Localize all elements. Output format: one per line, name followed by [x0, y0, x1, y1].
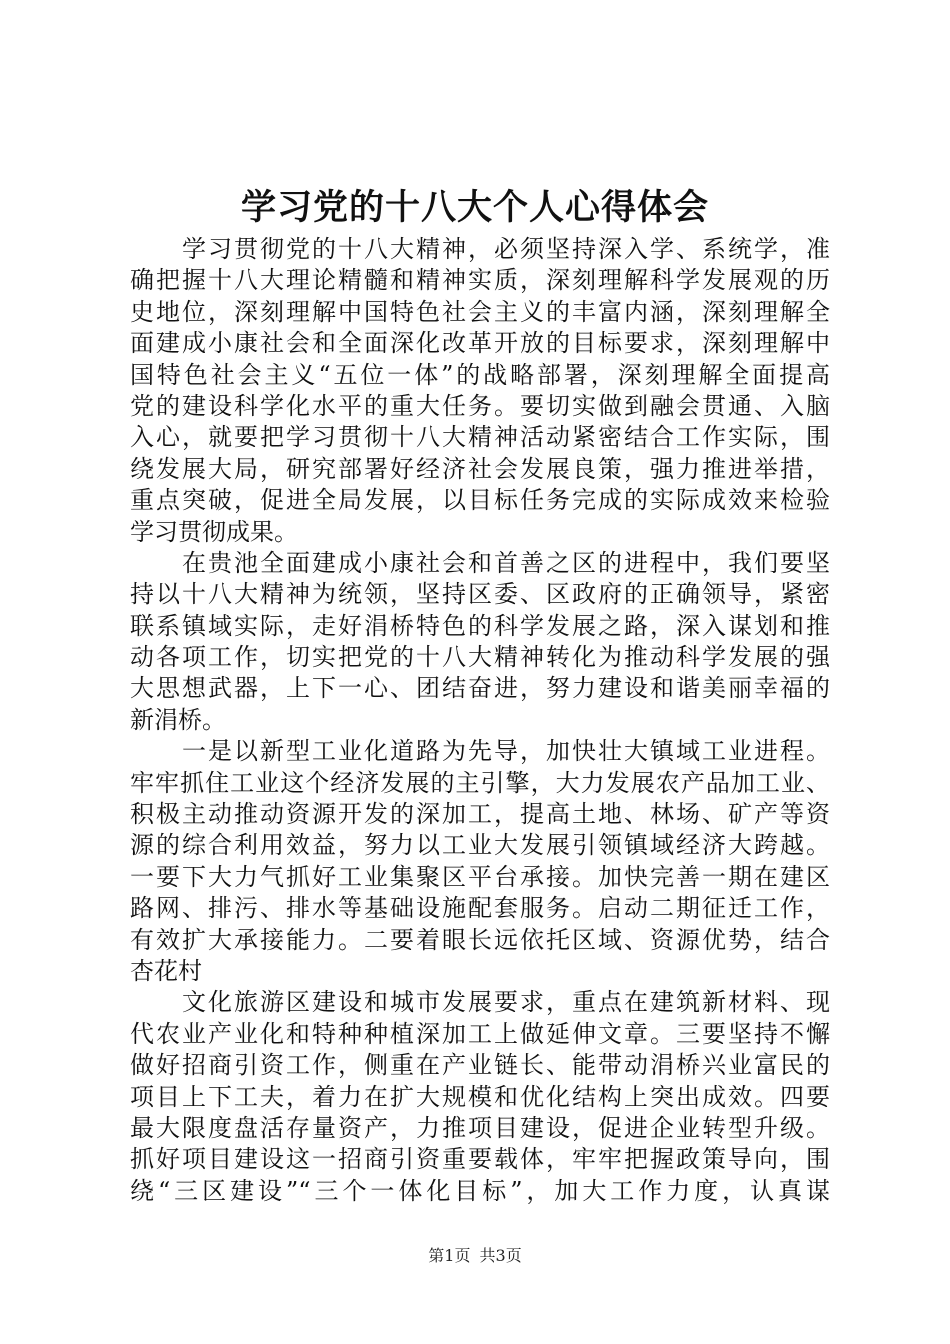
text-line: 史地位，深刻理解中国特色社会主义的丰富内涵，深刻理解全 [130, 297, 830, 326]
text-line: 大思想武器，上下一心、团结奋进，努力建设和谐美丽幸福的 [130, 674, 830, 703]
text-line: 杏花村 [130, 956, 202, 985]
text-line: 在贵池全面建成小康社会和首善之区的进程中，我们要坚 [130, 548, 830, 577]
text-line: 代农业产业化和特种种植深加工上做延伸文章。三要坚持不懈 [130, 1019, 830, 1048]
text-line: 绕发展大局，研究部署好经济社会发展良策，强力推进举措， [130, 454, 830, 483]
page-number: 第1页 [428, 1246, 471, 1265]
text-line: 路网、排污、排水等基础设施配套服务。启动二期征迁工作， [130, 894, 830, 923]
text-line: 积极主动推动资源开发的深加工，提高土地、林场、矿产等资 [130, 800, 830, 829]
text-line: 学习贯彻党的十八大精神，必须坚持深入学、系统学，准 [130, 235, 830, 263]
text-line: 持以十八大精神为统领，坚持区委、区政府的正确领导，紧密 [130, 580, 830, 609]
page-footer [0, 1244, 950, 1268]
text-line: 动各项工作，切实把党的十八大精神转化为推动科学发展的强 [130, 643, 830, 672]
document-title: 学习党的十八大个人心得体会 [240, 188, 709, 228]
text-line: 一要下大力气抓好工业集聚区平台承接。加快完善一期在建区 [130, 862, 830, 891]
text-line: 党的建设科学化水平的重大任务。要切实做到融会贯通、入脑 [130, 391, 830, 420]
text-line: 源的综合利用效益，努力以工业大发展引领镇域经济大跨越。 [130, 831, 830, 860]
text-line: 一是以新型工业化道路为先导，加快壮大镇域工业进程。 [130, 737, 830, 766]
text-line: 有效扩大承接能力。二要着眼长远依托区域、资源优势，结合 [130, 925, 830, 954]
text-line: 做好招商引资工作，侧重在产业链长、能带动涓桥兴业富民的 [130, 1051, 830, 1080]
text-line: 入心，就要把学习贯彻十八大精神活动紧密结合工作实际，围 [130, 423, 830, 452]
text-line: 确把握十八大理论精髓和精神实质，深刻理解科学发展观的历 [130, 266, 830, 295]
text-line: 最大限度盘活存量资产，力推项目建设，促进企业转型升级。 [130, 1113, 830, 1142]
text-line: 项目上下工夫，着力在扩大规模和优化结构上突出成效。四要 [130, 1082, 830, 1111]
text-line: 新涓桥。 [130, 705, 226, 734]
document-body [130, 234, 830, 1207]
text-line: 联系镇域实际，走好涓桥特色的科学发展之路，深入谋划和推 [130, 611, 830, 640]
text-line: 学习贯彻成果。 [130, 517, 298, 546]
text-line: 国特色社会主义“五位一体”的战略部署，深刻理解全面提高 [130, 360, 830, 389]
page-total: 共3页 [479, 1246, 522, 1265]
text-line: 文化旅游区建设和城市发展要求，重点在建筑新材料、现 [130, 988, 830, 1017]
text-line: 抓好项目建设这一招商引资重要载体，牢牢把握政策导向，围 [130, 1145, 830, 1174]
text-line: 绕“三区建设”“三个一体化目标”，加大工作力度，认真谋 [130, 1176, 830, 1205]
text-line: 面建成小康社会和全面深化改革开放的目标要求，深刻理解中 [130, 329, 830, 358]
text-line: 重点突破，促进全局发展，以目标任务完成的实际成效来检验 [130, 486, 830, 515]
text-line: 牢牢抓住工业这个经济发展的主引擎，大力发展农产品加工业、 [130, 768, 830, 797]
